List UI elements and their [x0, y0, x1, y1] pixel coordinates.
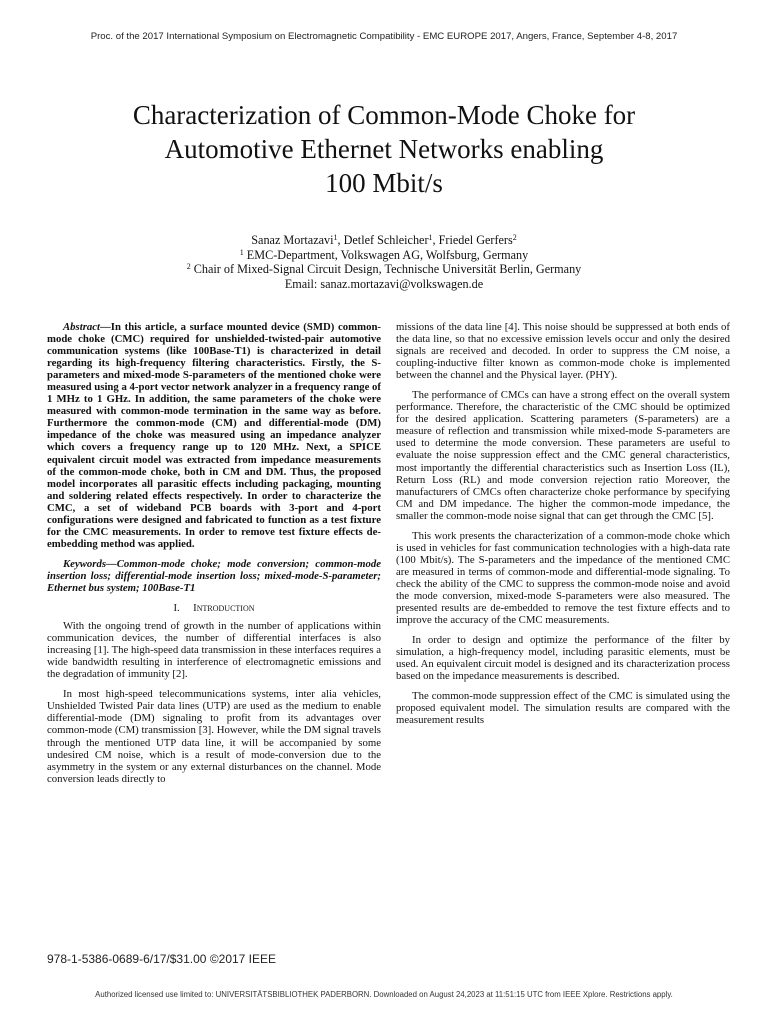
author-name: Friedel Gerfers: [438, 233, 513, 247]
copyright-line: 978-1-5386-0689-6/17/$31.00 ©2017 IEEE: [47, 952, 277, 966]
affiliation: [60, 248, 708, 263]
body-paragraph: The performance of CMCs can have a strong effect on the overall system performance. Therefore, the characteristic of the CMC should be optimized for the desired application. Scattering parameters (S-parameters) are a measure of reflection and transmission while mixed-mode S-parameters are used to determine the mode conversion. These parameters are useful to evaluate the noise suppression effect and the CMC general characteristics, most importantly the differential characteristics such as Insertion Loss (IL), Return Loss (RL) and mode conversion rejection ratio Moreover, the manufacturers of CMCs often characterize choke performance by specifying CM and DM impedance. The higher the common-mode impedance, the smaller the common-mode noise signal that can get through the CMC [5].: [396, 389, 730, 522]
body-paragraph: With the ongoing trend of growth in the number of applications within communication devices, the number of differential interfaces is also increasing [1]. The high-speed data transmission in these interfaces requires a wide bandwidth resulting in interference of electromagnetic emissions and the degradation of immunity [2].: [47, 620, 381, 681]
author-sup: 1: [333, 233, 338, 242]
keywords-label: Keywords: [63, 557, 106, 570]
title-line: Automotive Ethernet Networks enabling: [164, 134, 604, 164]
affiliation: [60, 262, 708, 277]
license-notice: Authorized licensed use limited to: UNIVERSITÄTSBIBLIOTHEK PADERBORN. Downloaded on August 24,2023 at 11:51:15 UTC from IEEE Xplore. Restrictions apply.: [95, 990, 673, 999]
affiliation-sup: 1: [239, 247, 244, 257]
author-sup: 2: [512, 233, 517, 242]
author-sup: 1: [428, 233, 433, 242]
author-name: Detlef Schleicher: [343, 233, 429, 247]
affiliation-text: EMC-Department, Volkswagen AG, Wolfsburg, Germany: [246, 247, 529, 262]
body-paragraph: In order to design and optimize the performance of the filter by simulation, a high-frequency model, including parasitic elements, must be used. An equivalent circuit model is designed and its characterization process based on the impedance measurements is described.: [396, 634, 730, 683]
section-number: I.: [173, 602, 180, 615]
title-line: Characterization of Common-Mode Choke for: [132, 100, 636, 130]
conference-header: Proc. of the 2017 International Symposium on Electromagnetic Compatibility - EMC EUROPE 2017, Angers, France, September 4-8, 2017: [90, 31, 678, 42]
body-paragraph: missions of the data line [4]. This noise should be suppressed at both ends of the data line, so that no excessive emission levels occur and only the desired signals are received and decoded. In order to suppress the CM noise, a coupling-inductive filter known as common-mode choke is implemented between the channel and the Physical layer. (PHY).: [396, 321, 730, 382]
author-names: Sanaz Mortazavi$^1$, Detlef Schleicher$^1$, Friedel Gerfers$^2$: [251, 233, 517, 247]
paper-title: [60, 98, 708, 200]
keywords: Keywords—Common-mode choke; mode conversion; common-mode insertion loss; differential-mode insertion loss; mixed-mode-S-parameter; Ethernet bus system; 100Base-T1: [47, 557, 381, 594]
keywords-text: Common-mode choke; mode conversion; common-mode insertion loss; differential-mode insertion loss; mixed-mode-S-parameter; Ethernet bus system; 100Base-T1: [47, 557, 381, 594]
right-column: [396, 321, 730, 734]
abstract: Abstract—In this article, a surface mounted device (SMD) common-mode choke (CMC) required for unshielded-twisted-pair automotive communication systems (like 100Base-T1) is characterized in detail regarding its high-frequency filtering characteristics. Firstly, the S-parameters and mixed-mode S-parameters of the mentioned choke were measured using a 4-port vector network analyzer in a frequency range of 1 MHz to 1 GHz. In addition, the same parameters of the choke were measured with common-mode termination in the same way as before. Furthermore the common-mode (CM) and differential-mode (DM) impedance of the choke was measured using an impedance analyzer which covers a frequency range up to 120 MHz. Next, a SPICE equivalent circuit model was extracted from impedance measurements of the common-mode choke, both in CM and DM. Thus, the proposed model incorporates all parasitic effects including packaging, mounting and soldering related effects respectively. In order to characterize the CMC, a set of wideband PCB boards with 3-port and 4-port configurations were designed and fabricated to function as a test fixture for the CMC measurements. In order to remove test fixture effects de-embedding method was applied.: [47, 321, 381, 550]
body-paragraph: The common-mode suppression effect of the CMC is simulated using the proposed equivalent model. The simulation results are compared with the measurement results: [396, 690, 730, 727]
body-paragraph: This work presents the characterization of a common-mode choke which is used in vehicles for fast communication technologies with a high-data rate (100 Mbit/s). The S-parameters and the impedance of the mentioned CMC are measured in terms of common-mode and differential-mode signaling. To check the ability of the CMC to suppress the common-mode noise and avoid the mode conversion, mixed-mode S-parameters were also measured. The presented results are de-embedded to remove the test fixture effects and to improve the accuracy of the CMC measurements.: [396, 529, 730, 627]
title-line: 100 Mbit/s: [325, 168, 443, 198]
affiliation-sup: 2: [186, 262, 191, 271]
left-column: [47, 321, 381, 793]
abstract-text: In this article, a surface mounted device (SMD) common-mode choke (CMC) required for unshielded-twisted-pair automotive communication systems (like 100Base-T1) is characterized in detail regarding its high-frequency filtering characteristics. Firstly, the S-parameters and mixed-mode S-parameters of the mentioned choke were measured using a 4-port vector network analyzer in a frequency range of 1 MHz to 1 GHz. In addition, the same parameters of the choke were measured with common-mode termination in the same way as before. Furthermore the common-mode (CM) and differential-mode (DM) impedance of the choke was measured using an impedance analyzer which covers a frequency range up to 120 MHz. Next, a SPICE equivalent circuit model was extracted from impedance measurements of the common-mode choke, both in CM and DM. Thus, the proposed model incorporates all parasitic effects including packaging, mounting and soldering related effects respectively. In order to characterize the CMC, a set of wideband PCB boards with 3-port and 4-port configurations were designed and fabricated to function as a test fixture for the CMC measurements. In order to remove test fixture effects de-embedding method was applied.: [47, 321, 381, 550]
abstract-label: Abstract: [63, 321, 101, 333]
author-block: [60, 233, 708, 291]
affiliation-text: Chair of Mixed-Signal Circuit Design, Technische Universität Berlin, Germany: [193, 262, 582, 276]
author-email: Email: sanaz.mortazavi@volkswagen.de: [284, 276, 484, 291]
author-name: Sanaz Mortazavi: [251, 233, 334, 247]
section-title: Introduction: [193, 602, 255, 615]
body-paragraph: In most high-speed telecommunications systems, inter alia vehicles, Unshielded Twisted Pair data lines (UTP) are used as the medium to enable differential-mode (DM) signaling to profit from its advantages over common-mode (CM) transmission [3]. However, while the DM signal travels through the mentioned UTP data line, it will be accompanied by some undesired CM noise, which is a result of mode-conversion due to the asymmetry in the system or any external disturbances on the channel. Mode conversion leads directly to: [47, 688, 381, 785]
section-heading: [47, 602, 381, 614]
